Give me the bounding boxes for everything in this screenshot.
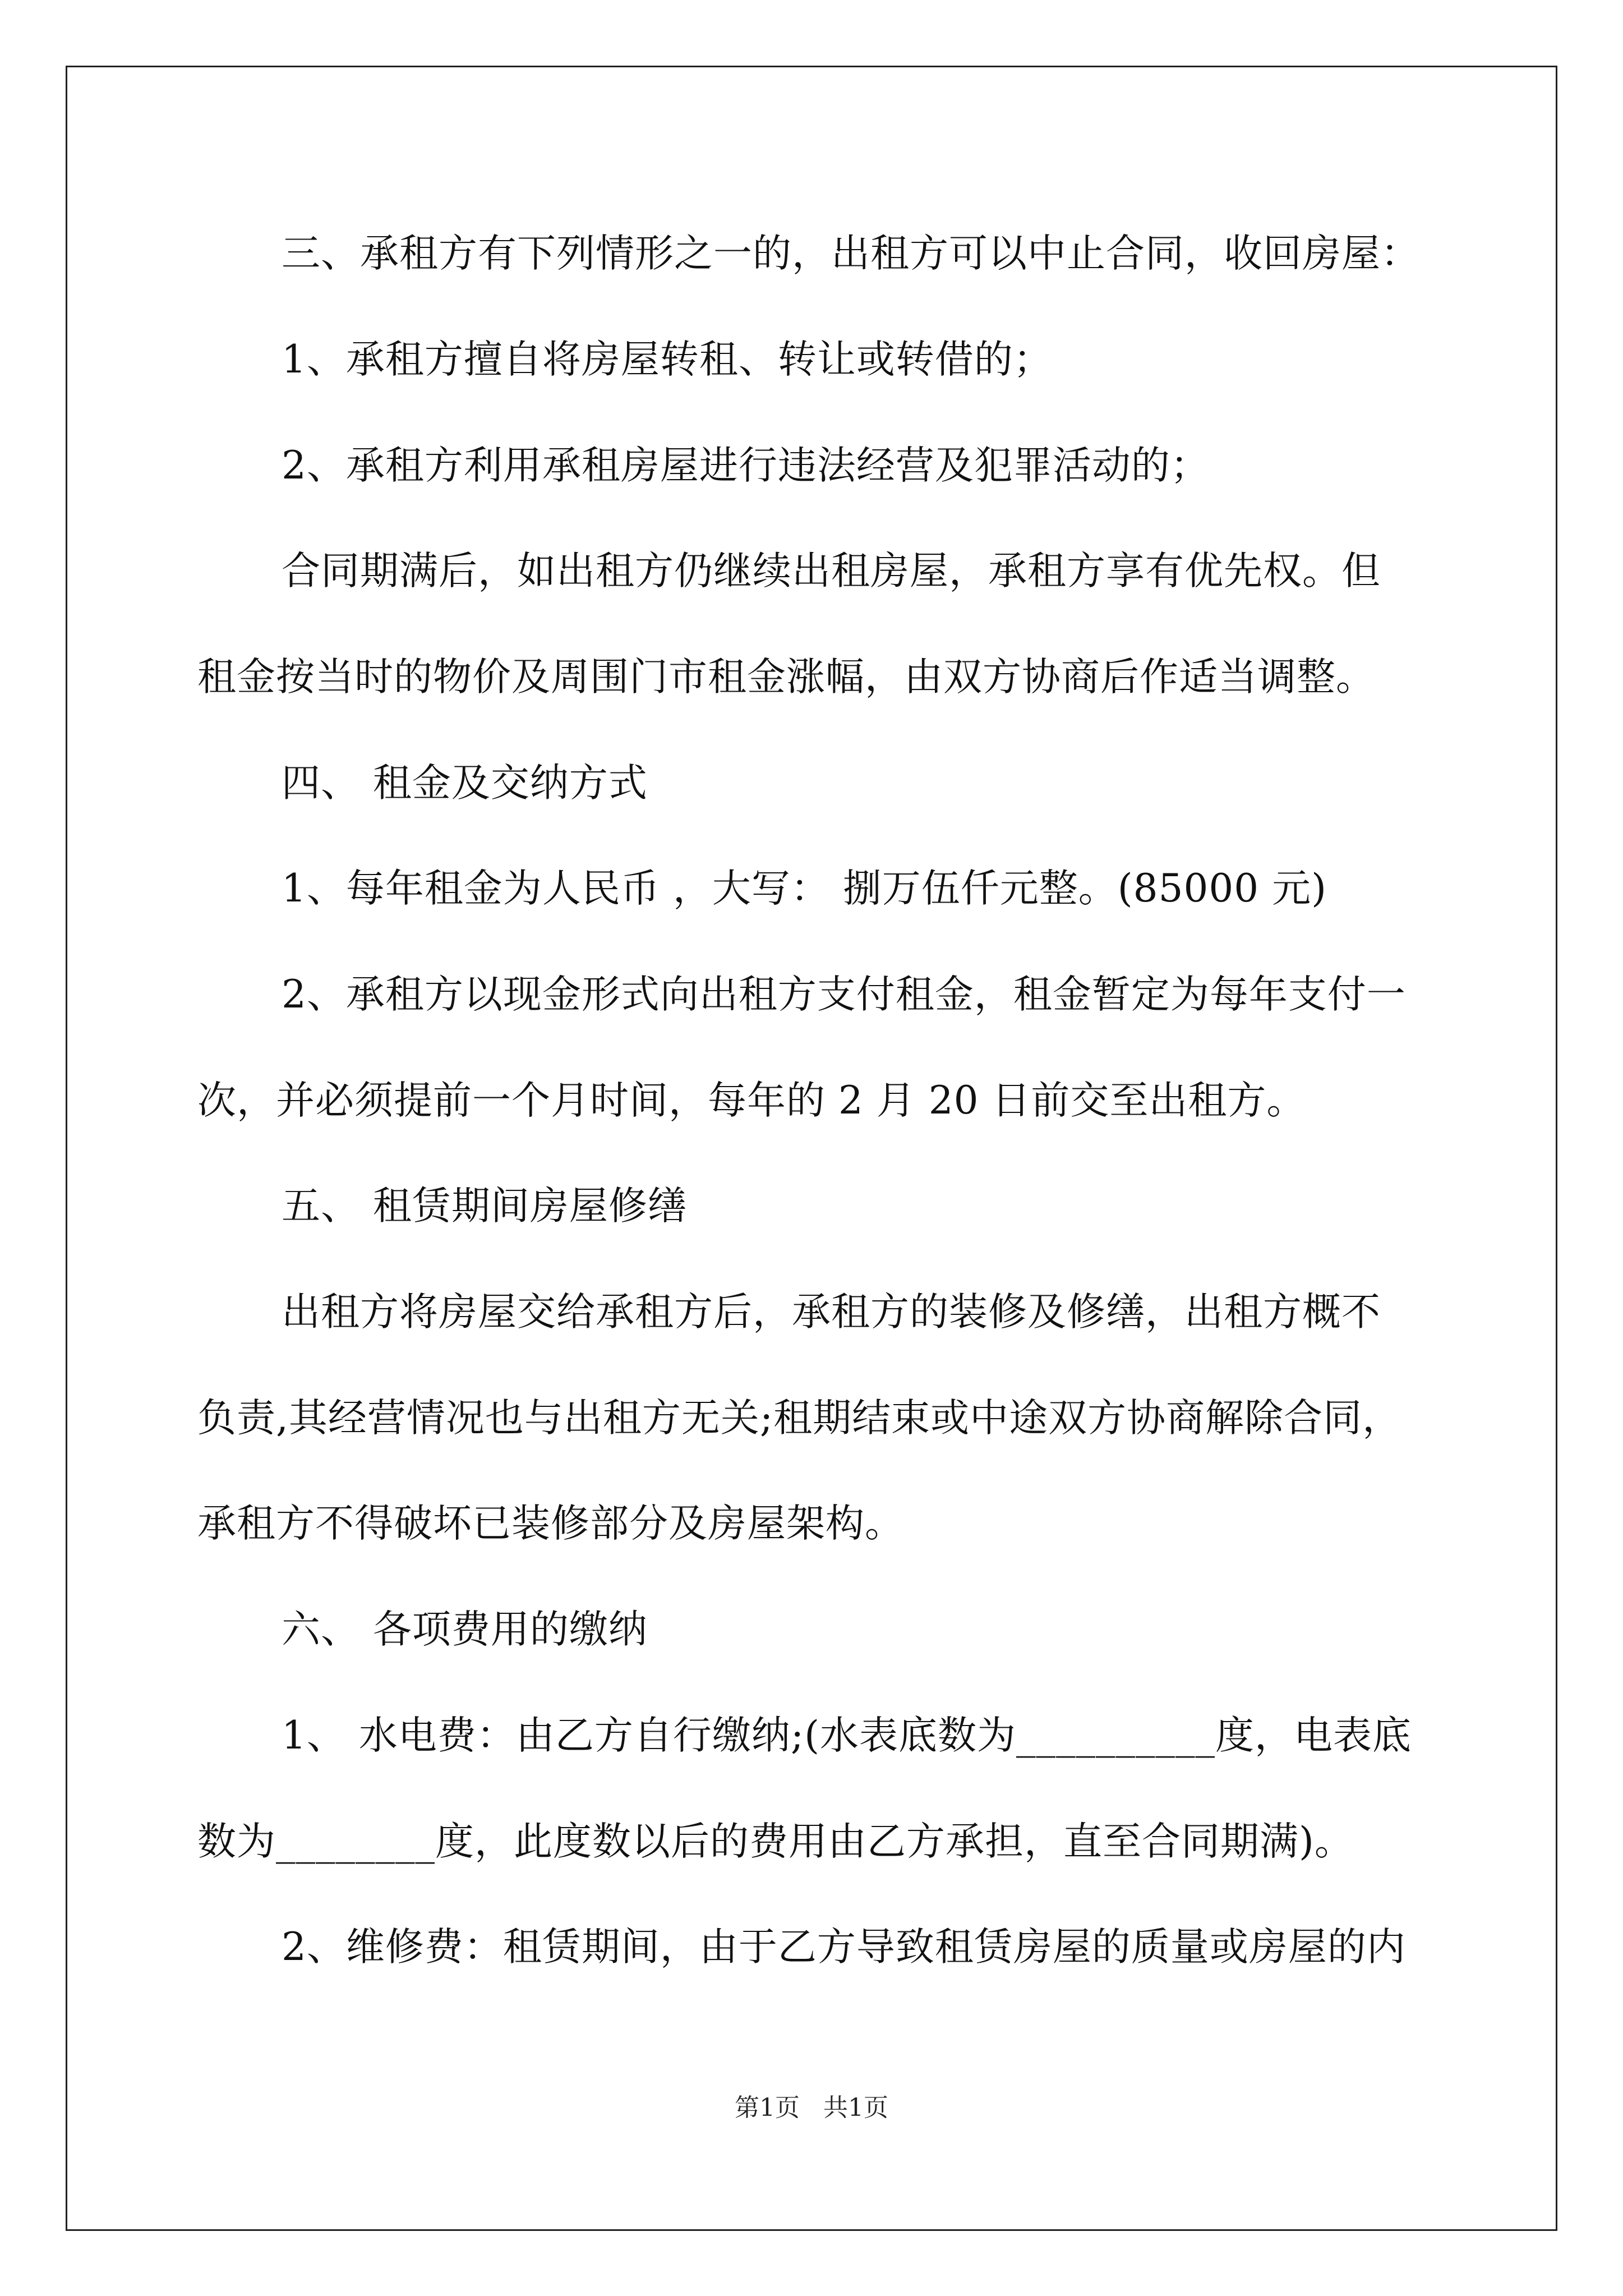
text-line: 负责,其经营情况也与出租方无关;租期结束或中途双方协商解除合同， bbox=[197, 1396, 1402, 1441]
text-line: 2、承租方以现金形式向出租方支付租金，租金暂定为每年支付一 bbox=[282, 972, 1406, 1017]
page-number: 第1页 bbox=[735, 2093, 800, 2122]
text-line: 1、承租方擅自将房屋转租、转让或转借的； bbox=[282, 337, 1053, 382]
text-line: 1、 水电费：由乙方自行缴纳;(水表底数为__________度，电表底 bbox=[282, 1713, 1412, 1758]
text-line: 数为________度，此度数以后的费用由乙方承担，直至合同期满)。 bbox=[197, 1819, 1354, 1864]
text-line: 租金按当时的物价及周围门市租金涨幅，由双方协商后作适当调整。 bbox=[197, 655, 1375, 700]
text-line: 三、承租方有下列情形之一的，出租方可以中止合同，收回房屋： bbox=[282, 231, 1420, 276]
text-line: 次，并必须提前一个月时间，每年的 2 月 20 日前交至出租方。 bbox=[197, 1078, 1306, 1123]
text-line: 2、承租方利用承租房屋进行违法经营及犯罪活动的； bbox=[282, 443, 1210, 488]
section-heading: 六、 各项费用的缴纳 bbox=[282, 1607, 648, 1652]
text-line: 1、每年租金为人民币 ，大写： 捌万伍仟元整。(85000 元) bbox=[282, 866, 1327, 911]
text-line: 合同期满后，如出租方仍继续出租房屋，承租方享有优先权。但 bbox=[282, 549, 1381, 593]
text-line: 2、维修费：租赁期间，由于乙方导致租赁房屋的质量或房屋的内 bbox=[282, 1925, 1406, 1970]
section-heading: 五、 租赁期间房屋修缮 bbox=[282, 1184, 687, 1228]
page-footer bbox=[0, 2091, 1623, 2125]
section-heading: 四、 租金及交纳方式 bbox=[282, 761, 648, 806]
page-total: 共1页 bbox=[823, 2093, 888, 2122]
text-line: 承租方不得破坏已装修部分及房屋架构。 bbox=[197, 1501, 904, 1546]
text-line: 出租方将房屋交给承租方后，承租方的装修及修缮，出租方概不 bbox=[282, 1290, 1381, 1335]
page-border bbox=[66, 66, 1557, 2231]
